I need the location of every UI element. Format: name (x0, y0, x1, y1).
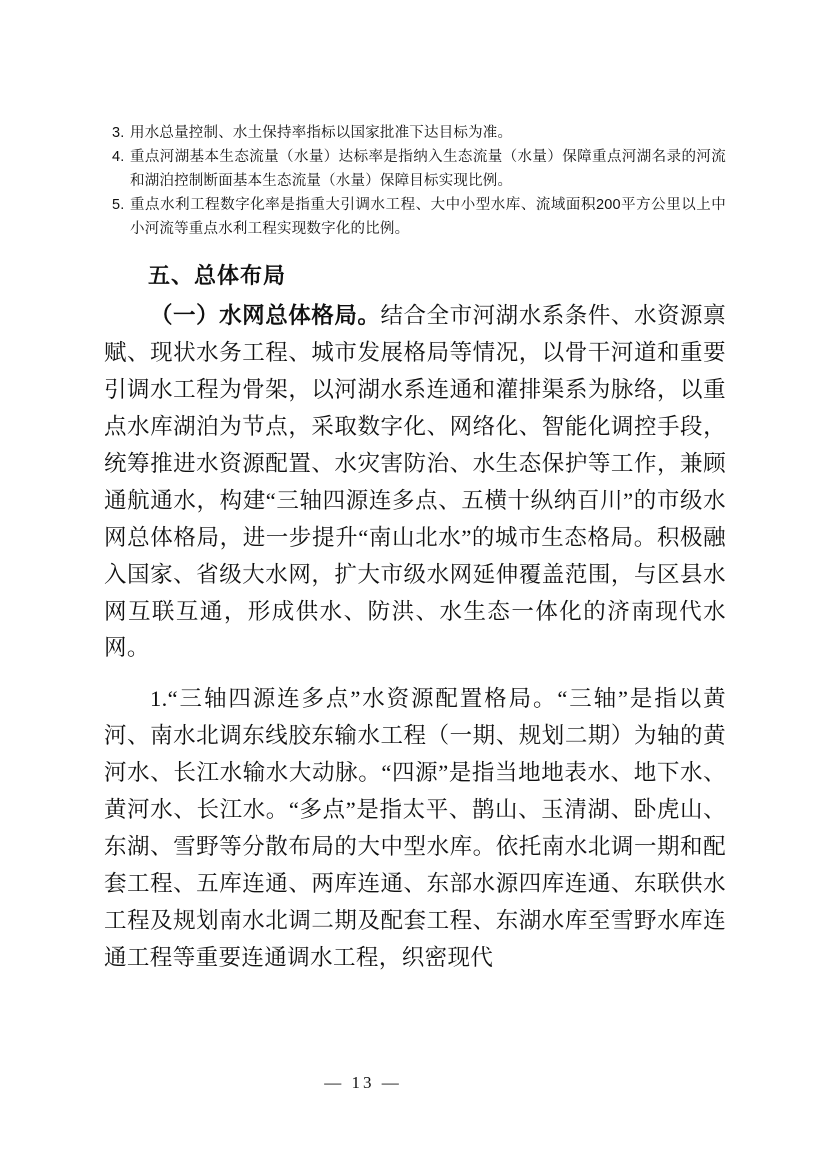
list-item (104, 194, 726, 241)
page-content (104, 122, 726, 978)
paragraph-three-axis-four-source (104, 681, 726, 976)
paragraph-body: 结合全市河湖水系条件、水资源禀赋、现状水务工程、城市发展格局等情况，以骨干河道和重要引调水工程为骨架，以河湖水系连通和灌排渠系为脉络，以重点水库湖泊为节点，采取数字化、网络化、智能化调控手段，统筹推进水资源配置、水灾害防治、水生态保护等工作，兼顾通航通水，构建“三轴四源连多点、五横十纵纳百川”的市级水网总体格局，进一步提升“南山北水”的城市生态格局。积极融入国家、省级大水网，扩大市级水网延伸覆盖范围，与区县水网互联互通，形成供水、防洪、水生态一体化的济南现代水网。 (104, 303, 726, 661)
section-heading: 五、总体布局 (148, 263, 287, 289)
note-number: 5. (112, 197, 125, 214)
paragraph-lead: （一）水网总体格局。 (150, 303, 381, 329)
paragraph-water-network-layout (104, 298, 726, 667)
note-text: 用水总量控制、水土保持率指标以国家批准下达目标为准。 (130, 125, 513, 141)
list-item (104, 122, 726, 145)
note-number: 3. (112, 125, 125, 141)
note-text: 重点水利工程数字化率是指重大引调水工程、大中小型水库、流域面积200平方公里以上中小河流等重点水利工程实现数字化的比例。 (130, 197, 726, 237)
paragraph-body: 1.“三轴四源连多点”水资源配置格局。“三轴”是指以黄河、南水北调东线胶东输水工程（一期、规划二期）为轴的黄河水、长江水输水大动脉。“四源”是指当地地表水、地下水、黄河水、长江水。“多点”是指太平、鹊山、玉清湖、卧虎山、东湖、雪野等分散布局的大中型水库。依托南水北调一期和配套工程、五库连通、两库连通、东部水源四库连通、东联供水工程及规划南水北调二期及配套工程、东湖水库至雪野水库连通工程等重要连通调水工程，织密现代 (104, 686, 726, 970)
list-item (104, 146, 726, 193)
note-text: 重点河湖基本生态流量（水量）达标率是指纳入生态流量（水量）保障重点河湖名录的河流和湖泊控制断面基本生态流量（水量）保障目标实现比例。 (130, 149, 726, 189)
note-number: 4. (112, 149, 125, 166)
page-number: — 13 — (324, 1073, 402, 1092)
notes-list (104, 122, 726, 241)
